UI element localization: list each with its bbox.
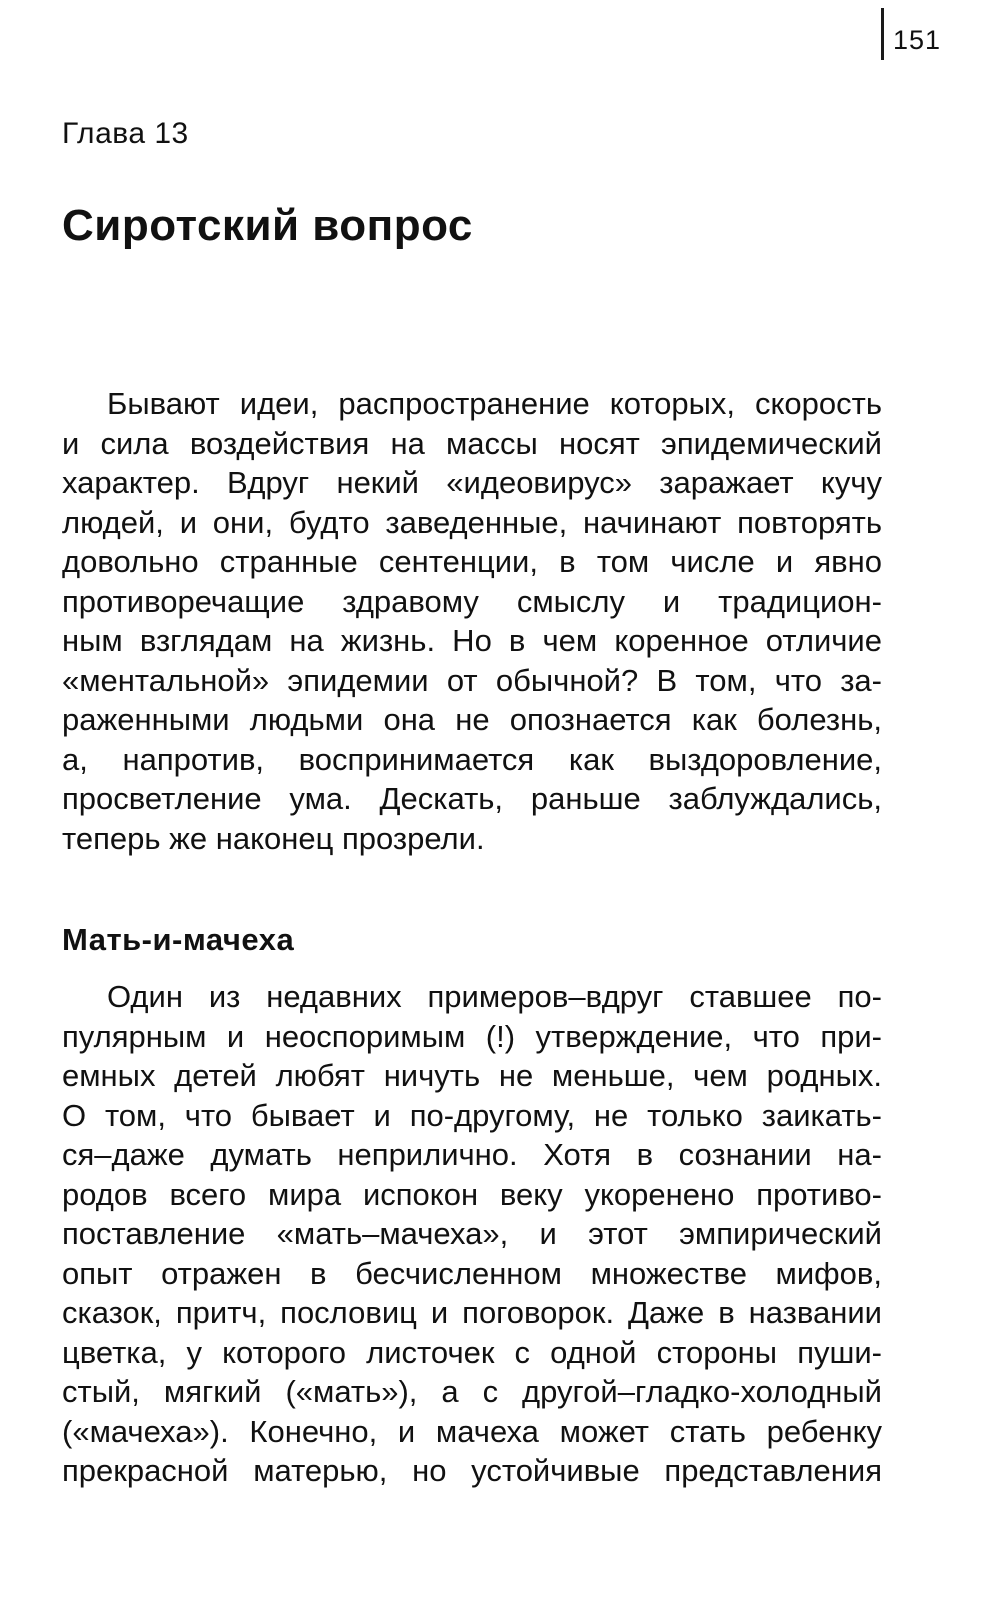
text-line: Один из недавних примеров–вдруг ставшее по-: [107, 979, 882, 1014]
text-line: О том, что бывает и по-другому, не только заикать-: [62, 1097, 882, 1133]
section-heading: Мать-и-мачеха: [62, 922, 295, 957]
text-line: «ментальной» эпидемии от обычной? В том, что за-: [62, 662, 882, 698]
text-line: людей, и они, будто заведенные, начинают повторять: [62, 504, 882, 540]
page-number: 151: [893, 25, 942, 55]
text-line: ным взглядам на жизнь. Но в чем коренное отличие: [62, 623, 882, 658]
text-line: ся–даже думать неприлично. Хотя в сознании на-: [62, 1137, 882, 1172]
text-line: емных детей любят ничуть не меньше, чем родных.: [62, 1058, 882, 1093]
text-line: противоречащие здравому смыслу и традицион-: [62, 583, 882, 619]
intro-paragraph: [62, 384, 882, 858]
text-line: характер. Вдруг некий «идеовирус» заражает кучу: [62, 465, 882, 500]
text-line: пулярным и неоспоримым (!) утверждение, что при-: [62, 1018, 882, 1054]
text-line: и сила воздействия на массы носят эпидемический: [62, 425, 882, 461]
text-line: раженными людьми она не опознается как болезнь,: [62, 702, 882, 737]
text-line: родов всего мира испокон веку укоренено противо-: [62, 1176, 882, 1212]
text-line: сказок, притч, пословиц и поговорок. Даже в названии: [62, 1295, 882, 1330]
text-line: теперь же наконец прозрели.: [62, 820, 485, 856]
chapter-label: Глава 13: [62, 117, 189, 150]
text-line: опыт отражен в бесчисленном множестве мифов,: [62, 1255, 882, 1291]
text-line: поставление «мать–мачеха», и этот эмпирический: [62, 1216, 882, 1251]
text-line: а, напротив, воспринимается как выздоровление,: [62, 741, 882, 777]
text-line: цветка, у которого листочек с одной стороны пуши-: [62, 1334, 882, 1370]
chapter-title: Сиротский вопрос: [62, 201, 473, 250]
text-line: довольно странные сентенции, в том числе и явно: [62, 544, 882, 579]
text-line: Бывают идеи, распространение которых, скорость: [107, 386, 882, 421]
page-number-rule: [881, 8, 884, 60]
text-line: («мачеха»). Конечно, и мачеха может стать ребенку: [62, 1413, 882, 1449]
text-line: просветление ума. Дескать, раньше заблуждались,: [62, 781, 882, 816]
text-line: стый, мягкий («мать»), а с другой–гладко-холодный: [62, 1374, 882, 1409]
text-line: прекрасной матерью, но устойчивые представления: [62, 1453, 882, 1488]
section-paragraph: [62, 977, 882, 1491]
